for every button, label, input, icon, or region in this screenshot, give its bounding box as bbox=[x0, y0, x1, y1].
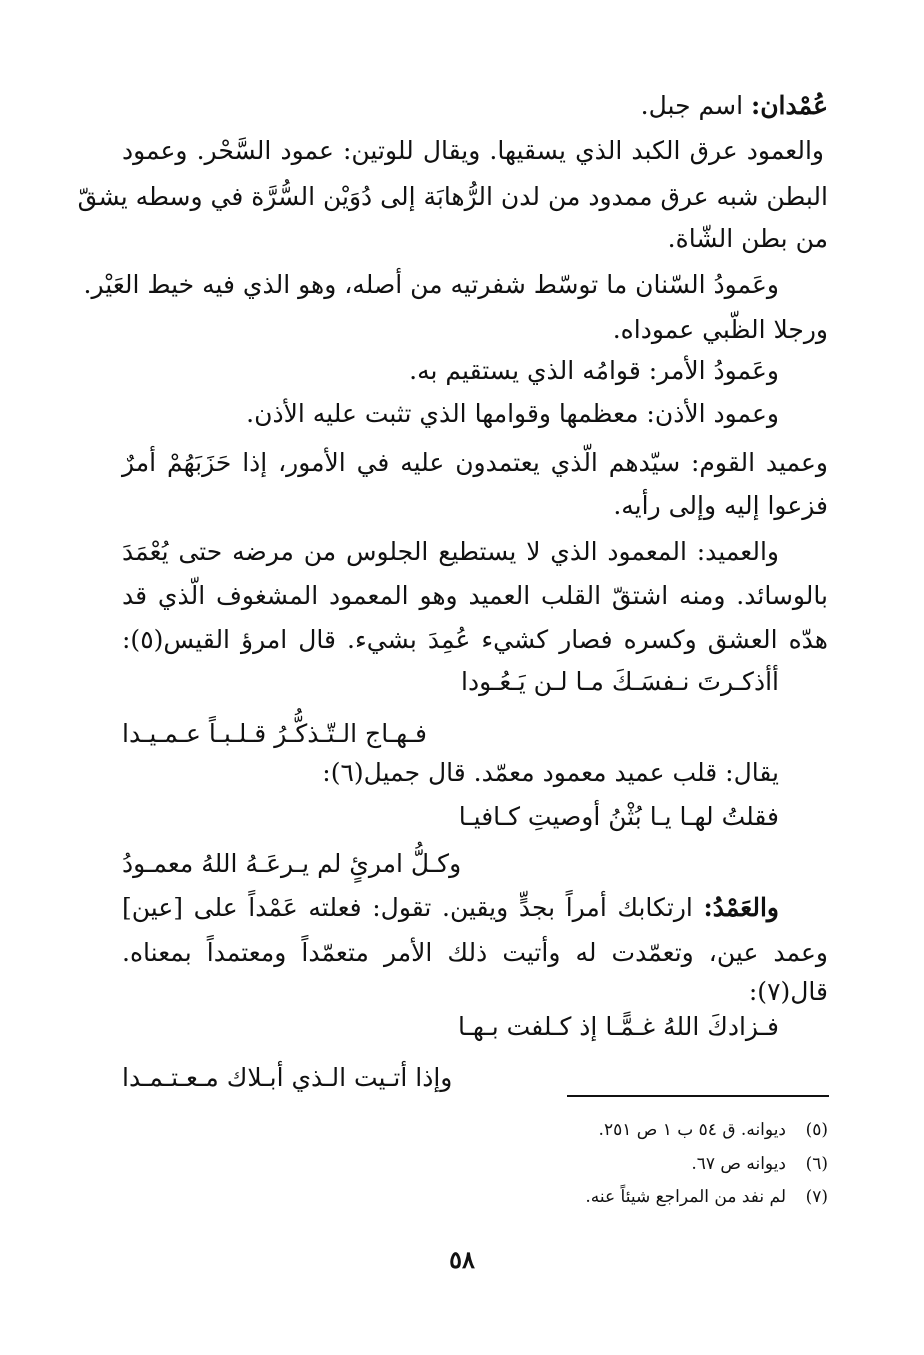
footnote-number: (٧) bbox=[805, 1187, 828, 1207]
footnote-text: ديوانه. ق ٥٤ ب ١ ص ٢٥١. bbox=[598, 1120, 786, 1140]
paragraph-line: وعَمودُ الأمر: قوامُه الذي يستقيم به. bbox=[409, 356, 779, 385]
footnote-7 bbox=[585, 1184, 828, 1210]
paragraph-line: من بطن الشّاة. bbox=[667, 224, 828, 253]
footnote-number: (٦) bbox=[805, 1154, 828, 1174]
paragraph-line: وعمد عين، وتعمّدت له وأتيت ذلك الأمر متعمّداً ومعتمداً بمعناه. bbox=[122, 938, 828, 967]
paragraph-line: البطن شبه عرق ممدود من لدن الرُّهابَة إلى دُوَيْن السُّرَّة في وسطه يشقّ bbox=[77, 182, 828, 211]
entry-term: والعَمْدُ: bbox=[703, 893, 779, 922]
verse-second-hemistich: وكـلُّ امرئٍ لم يـرعَـهُ اللهُ معمـودُ bbox=[122, 849, 462, 878]
footnote-6 bbox=[691, 1151, 828, 1177]
verse-first-hemistich: أأذكـرتَ نـفسَـكَ مـا لـن يَـعُـودا bbox=[461, 667, 779, 696]
page-number: ٥٨ bbox=[449, 1245, 475, 1274]
paragraph-line: والعميد: المعمود الذي لا يستطيع الجلوس من مرضه حتى يُعْمَدَ bbox=[122, 537, 779, 566]
paragraph-line: قال(٧): bbox=[748, 977, 828, 1006]
verse-second-hemistich: فـهـاج الـتّـذكُّـرُ قـلـبـاً عـمـيـدا bbox=[122, 719, 427, 748]
footnote-text: ديوانه ص ٦٧. bbox=[691, 1154, 786, 1174]
paragraph-line: وعميد القوم: سيّدهم الّذي يعتمدون عليه في الأمور، إذا حَزَبَهُمْ أمرٌ bbox=[122, 448, 828, 477]
entry-term: عُمْدان: bbox=[750, 91, 828, 120]
paragraph-line: بالوسائد. ومنه اشتقّ القلب العميد وهو المعمود المشغوف الّذي قد bbox=[122, 581, 828, 610]
paragraph-line: يقال: قلب عميد معمود معمّد. قال جميل(٦): bbox=[322, 758, 779, 787]
footnote-5 bbox=[599, 1117, 828, 1143]
footnote-separator bbox=[567, 1095, 829, 1097]
entry-text: اسم جبل. bbox=[640, 91, 751, 120]
paragraph-line: والعمود عرق الكبد الذي يسقيها. ويقال للوتين: عمود السَّحْر. وعمود bbox=[122, 136, 824, 165]
paragraph-line: وعمود الأذن: معظمها وقوامها الذي تثبت عليه الأذن. bbox=[246, 399, 779, 428]
paragraph-line: ورجلا الظّبي عموداه. bbox=[612, 315, 828, 344]
footnote-text: لم نفد من المراجع شيئاً عنه. bbox=[585, 1187, 786, 1207]
paragraph-line: فزعوا إليه وإلى رأيه. bbox=[613, 491, 828, 520]
verse-first-hemistich: فقلتُ لهـا يـا بُثْنُ أوصيتِ كـافيـا bbox=[458, 802, 779, 831]
verse-second-hemistich: وإذا أتـيت الـذي أبـلاك مـعـتـمـدا bbox=[122, 1063, 453, 1092]
entry-amd bbox=[122, 888, 779, 928]
entry-text: ارتكابك أمراً بجدٍّ ويقين. تقول: فعلته عَمْداً على [عين] bbox=[122, 893, 704, 922]
paragraph-line: وعَمودُ السّنان ما توسّط شفرتيه من أصله، وهو الذي فيه خيط العَيْر. bbox=[83, 270, 779, 299]
verse-first-hemistich: فـزادكَ اللهُ غـمًّـا إذ كـلفت بـهـا bbox=[457, 1012, 779, 1041]
footnote-number: (٥) bbox=[805, 1120, 828, 1140]
entry-umdan bbox=[641, 86, 828, 126]
paragraph-line: هدّه العشق وكسره فصار كشيء عُمِدَ بشيء. قال امرؤ القيس(٥): bbox=[122, 625, 828, 654]
